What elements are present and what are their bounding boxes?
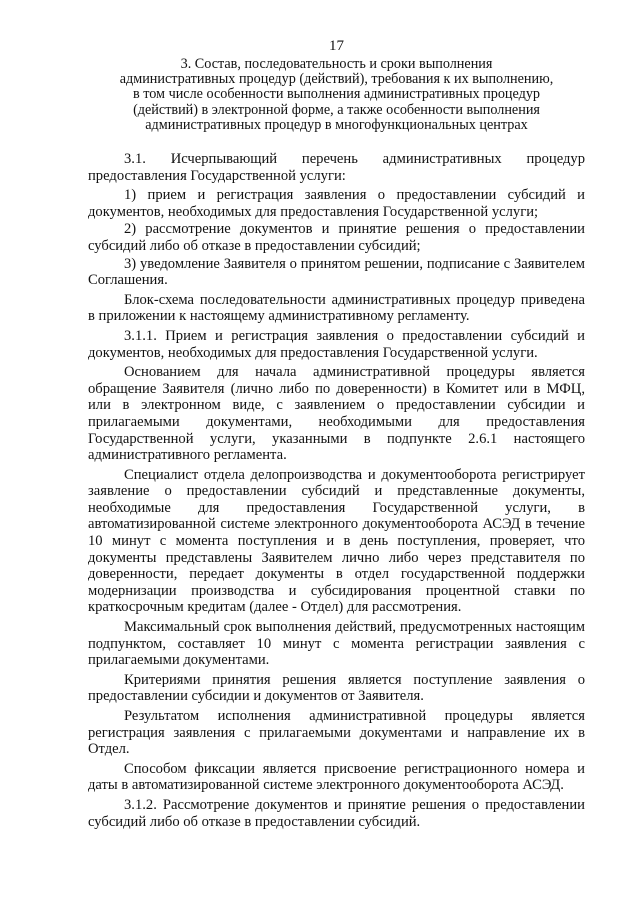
paragraph-fixation: Способом фиксации является присвоение регистрационного номера и даты в автоматизированной системе электронного документооборота АСЭД.: [88, 760, 585, 794]
list-item-3: 3) уведомление Заявителя о принятом решении, подписание с Заявителем Соглашения.: [88, 255, 585, 289]
page-number: 17: [329, 38, 344, 54]
section-heading-line: административных процедур в многофункциональных центрах: [145, 116, 528, 133]
section-heading-line: (действий) в электронной форме, а также особенности выполнения: [133, 101, 540, 118]
paragraph-max-term: Максимальный срок выполнения действий, предусмотренных настоящим подпунктом, составляет 10 минут с момента регистрации заявления с прилагаемыми документами.: [88, 619, 585, 669]
section-heading-line: в том числе особенности выполнения административных процедур: [132, 86, 541, 103]
paragraph-3-1-2: 3.1.2. Рассмотрение документов и принятие решения о предоставлении субсидий либо об отказе в предоставлении субсидий.: [88, 796, 585, 830]
paragraph-criteria: Критериями принятия решения является поступление заявления о предоставлении субсидии и документов от Заявителя.: [88, 671, 585, 705]
paragraph-3-1-1: 3.1.1. Прием и регистрация заявления о предоставлении субсидий и документов, необходимых для предоставления Государственной услуги.: [88, 327, 585, 361]
section-heading-line: 3. Состав, последовательность и сроки выполнения: [180, 56, 493, 72]
list-item-2: 2) рассмотрение документов и принятие решения о предоставлении субсидий либо об отказе в предоставлении субсидий;: [88, 221, 585, 254]
paragraph-specialist: Специалист отдела делопроизводства и документооборота регистрирует заявление о предоставлении субсидий и представленные документы, необходимые для предоставления Государственной услуги, в автоматизированной системе электронного документооборота АСЭД в течение 10 минут с момента поступления и в день поступления, проверяет, что документы представлены Заявителем лично либо через представителя по доверенности, передает документы в отдел государственной поддержки модернизации производства и субсидирования процентной ставки по краткосрочным кредитам (далее - Отдел) для рассмотрения.: [88, 466, 585, 616]
paragraph-3-1: 3.1. Исчерпывающий перечень административных процедур предоставления Государственной услуги:: [88, 151, 585, 184]
paragraph-block-scheme: Блок-схема последовательности административных процедур приведена в приложении к настоящему административному регламенту.: [88, 291, 585, 325]
document-page: [88, 38, 585, 833]
document-body: [88, 151, 585, 830]
paragraph-result: Результатом исполнения административной процедуры является регистрация заявления с прилагаемыми документами и направление их в Отдел.: [88, 708, 585, 758]
paragraph-basis: Основанием для начала административной процедуры является обращение Заявителя (лично либо по доверенности) в Комитет или в МФЦ, или в электронном виде, с заявлением о предоставлении субсидии и прилагаемыми документами, необходимыми для предоставления Государственной услуги, указанными в подпункте 2.6.1 настоящего административного регламента.: [88, 364, 585, 464]
section-heading: [88, 57, 585, 133]
list-item-1: 1) прием и регистрация заявления о предоставлении субсидий и документов, необходимых для предоставления Государственной услуги;: [88, 187, 585, 220]
section-heading-line: административных процедур (действий), требования к их выполнению,: [119, 71, 554, 88]
